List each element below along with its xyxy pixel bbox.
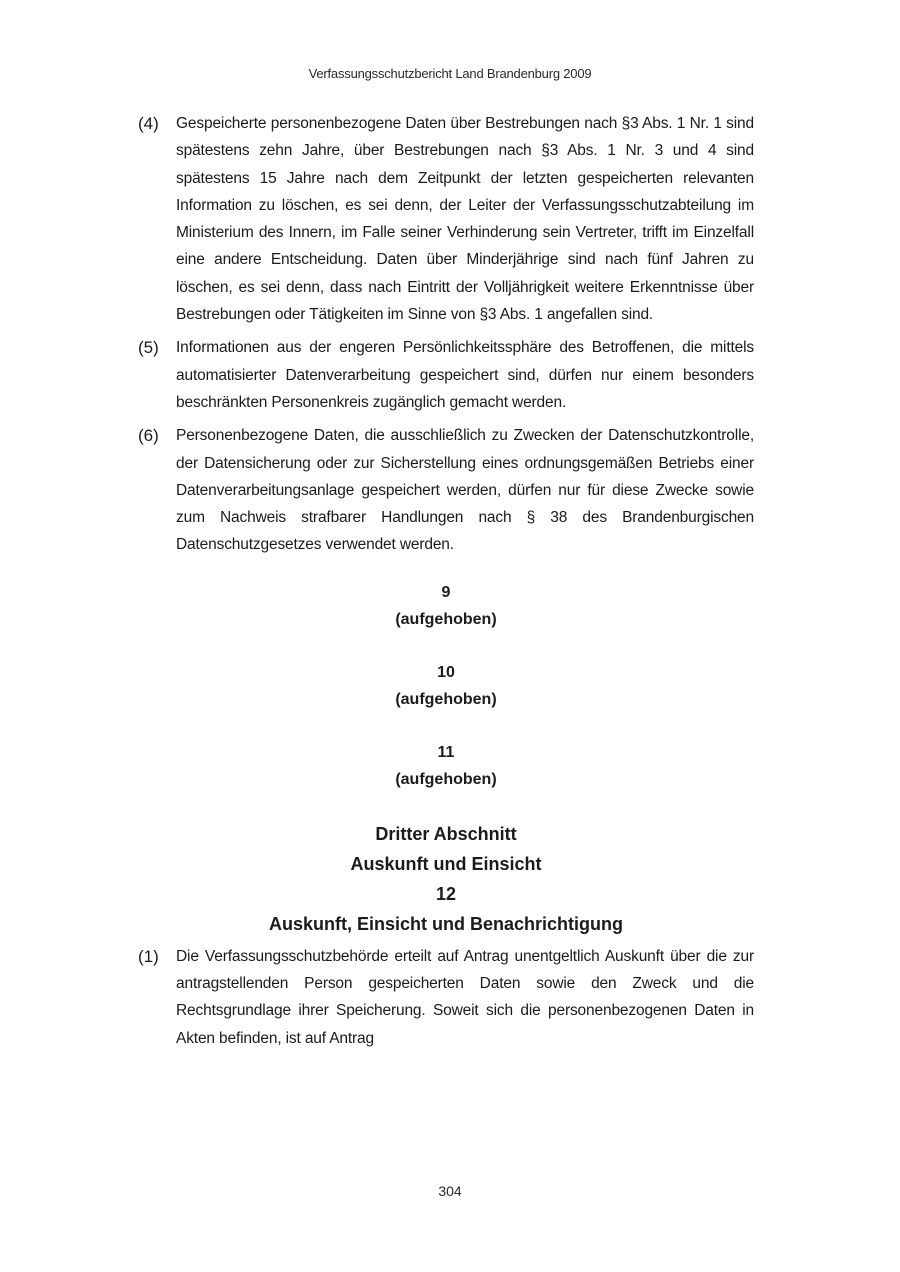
paragraph-number: (5) bbox=[138, 338, 159, 358]
section-number: 12 bbox=[435, 883, 457, 904]
page-number: 304 bbox=[438, 1183, 462, 1199]
section-title: (aufgehoben) bbox=[395, 690, 497, 708]
chapter-title: Auskunft und Einsicht bbox=[350, 853, 542, 874]
section-number: 9 bbox=[441, 583, 451, 601]
paragraph-4 bbox=[138, 110, 754, 328]
chapter-label: Dritter Abschnitt bbox=[375, 823, 517, 844]
section-10 bbox=[138, 659, 754, 713]
paragraph-number: (6) bbox=[138, 426, 159, 446]
section-12 bbox=[138, 879, 754, 939]
paragraph-number: (4) bbox=[138, 114, 159, 133]
section-number: 11 bbox=[437, 743, 455, 761]
paragraph-text: Gespeicherte personenbezogene Daten über Bestrebungen nach §3 Abs. 1 Nr. 1 sind spätestens zehn Jahre, über Bestrebungen nach §3 Abs. 1 Nr. 3 und 4 sind spätestens 15 Jahre nach dem Zeitpunkt der letzten gespeicherten relevanten Information zu löschen, es sei denn, der Leiter der Verfassungsschutzabteilung im Ministerium des Innern, im Falle seiner Verhinderung sein Vertreter, trifft im Einzelfall eine andere Entscheidung. Daten über Minderjährige sind nach fünf Jahren zu löschen, es sei denn, dass nach Eintritt der Volljährigkeit weitere Erkenntnisse über Bestrebungen oder Tätigkeiten im Sinne von §3 Abs. 1 angefallen sind. bbox=[176, 115, 754, 324]
section-title: (aufgehoben) bbox=[395, 610, 497, 628]
section-title: (aufgehoben) bbox=[395, 770, 497, 788]
paragraph-6 bbox=[138, 422, 754, 558]
section-number: 10 bbox=[437, 663, 455, 681]
paragraph-text: Die Verfassungsschutzbehörde erteilt auf Antrag unentgeltlich Auskunft über die zur antragstellenden Person gespeicherten Daten sowie den Zweck und die Rechtsgrundlage ihrer Speicherung. Soweit sich die personenbezogenen Daten in Akten befinden, ist auf Antrag bbox=[176, 947, 754, 1047]
section-title: Auskunft, Einsicht und Benachrichtigung bbox=[268, 913, 623, 934]
paragraph-5 bbox=[138, 334, 754, 416]
running-header: Verfassungsschutzbericht Land Brandenburg 2009 bbox=[308, 66, 592, 81]
paragraph-text: Informationen aus der engeren Persönlichkeitssphäre des Betroffenen, die mittels automatisierter Datenverarbeitung gespeichert sind, dürfen nur einem besonders beschränkten Personenkreis zugänglich gemacht werden. bbox=[176, 339, 754, 411]
paragraph-text: Personenbezogene Daten, die ausschließlich zu Zwecken der Datenschutzkontrolle, der Datensicherung oder zur Sicherstellung eines ordnungsgemäßen Betriebs einer Datenverarbeitungsanlage gespeichert werden, dürfen nur für diese Zwecke sowie zum Nachweis strafbarer Handlungen nach § 38 des Brandenburgischen Datenschutzgesetzes verwendet werden. bbox=[176, 427, 754, 554]
chapter-heading bbox=[138, 819, 754, 879]
paragraph-number: (1) bbox=[138, 946, 159, 966]
page-content bbox=[138, 110, 754, 1058]
paragraph-12-1 bbox=[138, 943, 754, 1052]
section-9 bbox=[138, 579, 754, 633]
section-11 bbox=[138, 739, 754, 793]
